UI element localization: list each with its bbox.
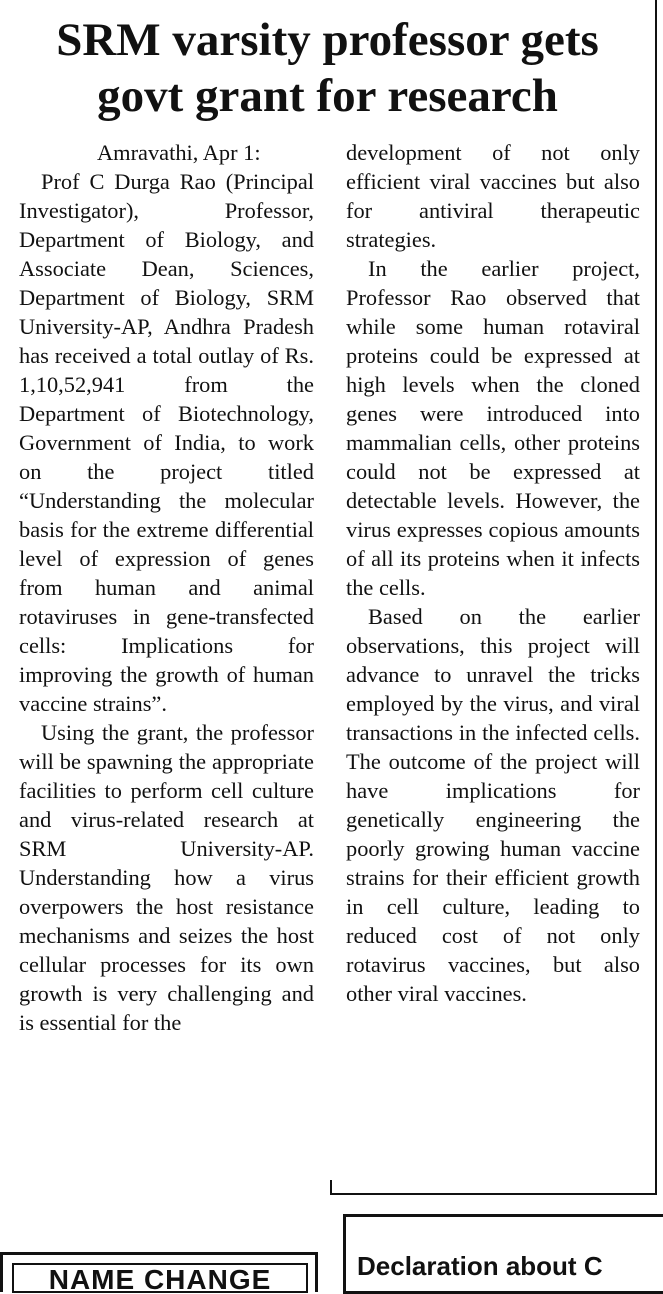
headline-line-1: SRM varsity professor gets [56, 14, 599, 66]
paragraph: Based on the earlier observations, this project will advance to unravel the tricks employed by the virus, and viral transactions in the infected cells. The outcome of the project will have implications for genetically engineering the poorly growing human vaccine strains for their efficient growth in cell culture, leading to reduced cost of not only rotavirus vaccines, but also other viral vaccines. [346, 604, 640, 1006]
paragraph-continued: development of not only efficient viral vaccines but also for antiviral therapeutic strategies. [346, 140, 640, 252]
headline-line-2: govt grant for research [97, 70, 558, 122]
article-frame-right-rule [655, 0, 657, 1193]
paragraph: Using the grant, the professor will be spawning the appropriate facilities to perform cell culture and virus-related research at SRM University-AP. Understanding how a virus overpowers the host resistance mechanisms and seizes the host cellular processes for its own growth is very challenging and is essential for the [19, 720, 314, 1035]
article-headline [0, 12, 655, 124]
article-frame-bottom-rule [330, 1193, 657, 1195]
article-column-right [346, 138, 640, 1008]
name-change-title: NAME CHANGE [12, 1263, 308, 1293]
article-frame-corner-rule [330, 1180, 332, 1195]
dateline: Amravathi, Apr 1: [97, 140, 261, 165]
article-column-left [19, 138, 314, 1037]
paragraph: In the earlier project, Professor Rao observed that while some human rotaviral proteins could be expressed at high levels when the cloned genes were introduced into mammalian cells, other proteins could not be expressed at detectable levels. However, the virus expresses copious amounts of all its proteins when it infects the cells. [346, 256, 640, 600]
paragraph: Prof C Durga Rao (Principal Investigator), Professor, Department of Biology, and Associate Dean, Sciences, Department of Biology, SRM University-AP, Andhra Pradesh has received a total outlay of Rs. 1,10,52,941 from the Department of Biotechnology, Government of India, to work on the project titled “Understanding the molecular basis for the extreme differential level of expression of genes from human and animal rotaviruses in gene-transfected cells: Implications for improving the growth of human vaccine strains”. [19, 169, 314, 716]
declaration-title: Declaration about C [357, 1251, 603, 1281]
